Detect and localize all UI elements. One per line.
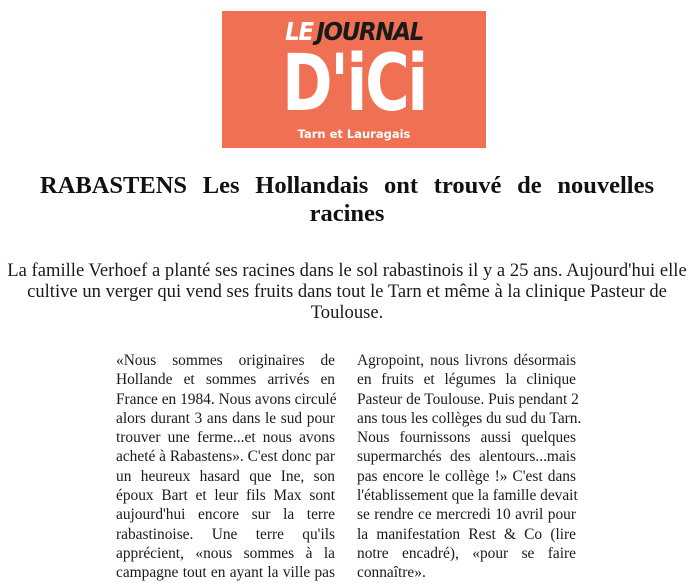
- column-left-line: un heureux hasard que Ine, son: [116, 467, 335, 485]
- lead-line-2: cultive un verger qui vend ses fruits dans tout le Tarn et même à la clinique Pasteur de: [27, 281, 667, 302]
- column-right-line: connaître».: [357, 564, 426, 582]
- column-right-line: Nous fournissons aussi quelques: [357, 429, 576, 447]
- logo-journal-text: JOURNAL: [316, 17, 423, 46]
- column-left-line: rabastinoise. Une terre qu'ils: [116, 525, 335, 543]
- column-left-line: apprécient, «nous sommes à la: [116, 544, 335, 562]
- column-right-line: en fruits et légumes la clinique: [357, 371, 576, 389]
- lead-line-3: Toulouse.: [310, 302, 384, 323]
- logo-dici-text: D'iCi: [282, 39, 426, 129]
- column-left-line: Hollande et sommes arrivés en: [116, 371, 335, 389]
- article-column-right: [357, 351, 582, 583]
- column-left-line: époux Bart et leur fils Max sont: [116, 487, 335, 505]
- journal-logo: [222, 11, 486, 148]
- column-right-line: l'établissement que la famille devait: [357, 487, 578, 505]
- column-left-line: alors durant 3 ans dans le sud pour: [116, 409, 335, 427]
- column-left-line: «Nous sommes originaires de: [116, 352, 335, 369]
- column-right-line: notre encadré), «pour se faire: [357, 544, 576, 562]
- column-right-line: ans tous les collèges du sud du Tarn.: [357, 409, 582, 427]
- column-left-line: aujourd'hui encore sur la terre: [116, 506, 335, 524]
- article-lead: [4, 260, 690, 323]
- article-headline: [40, 172, 654, 228]
- column-left-line: trouver une ferme...et nous avons: [116, 429, 335, 447]
- column-left-line: campagne tout en ayant la ville pas: [116, 564, 335, 582]
- headline-line-2: racines: [309, 200, 385, 227]
- logo-le-text: LE: [285, 17, 313, 46]
- column-left-line: acheté à Rabastens». C'est donc par: [116, 448, 336, 466]
- logo-subtitle: Tarn et Lauragais: [297, 127, 411, 141]
- column-left-line: France en 1984. Nous avons circulé: [116, 390, 337, 408]
- column-right-line: la manifestation Rest & Co (lire: [357, 525, 576, 543]
- column-right-line: se rendre ce mercredi 10 avril pour: [357, 506, 576, 524]
- column-right-line: Pasteur de Toulouse. Puis pendant 2: [357, 390, 579, 408]
- column-right-line: pas encore le collège !» C'est dans: [357, 467, 576, 485]
- headline-line-1: RABASTENS Les Hollandais ont trouvé de nouvelles: [40, 172, 654, 199]
- lead-line-1: La famille Verhoef a planté ses racines dans le sol rabastinois il y a 25 ans. Aujourd'hui elle: [7, 260, 687, 281]
- column-right-line: supermarchés des alentours...mais: [357, 448, 576, 466]
- article-column-left: [116, 351, 335, 583]
- column-right-line: Agropoint, nous livrons désormais: [357, 352, 576, 369]
